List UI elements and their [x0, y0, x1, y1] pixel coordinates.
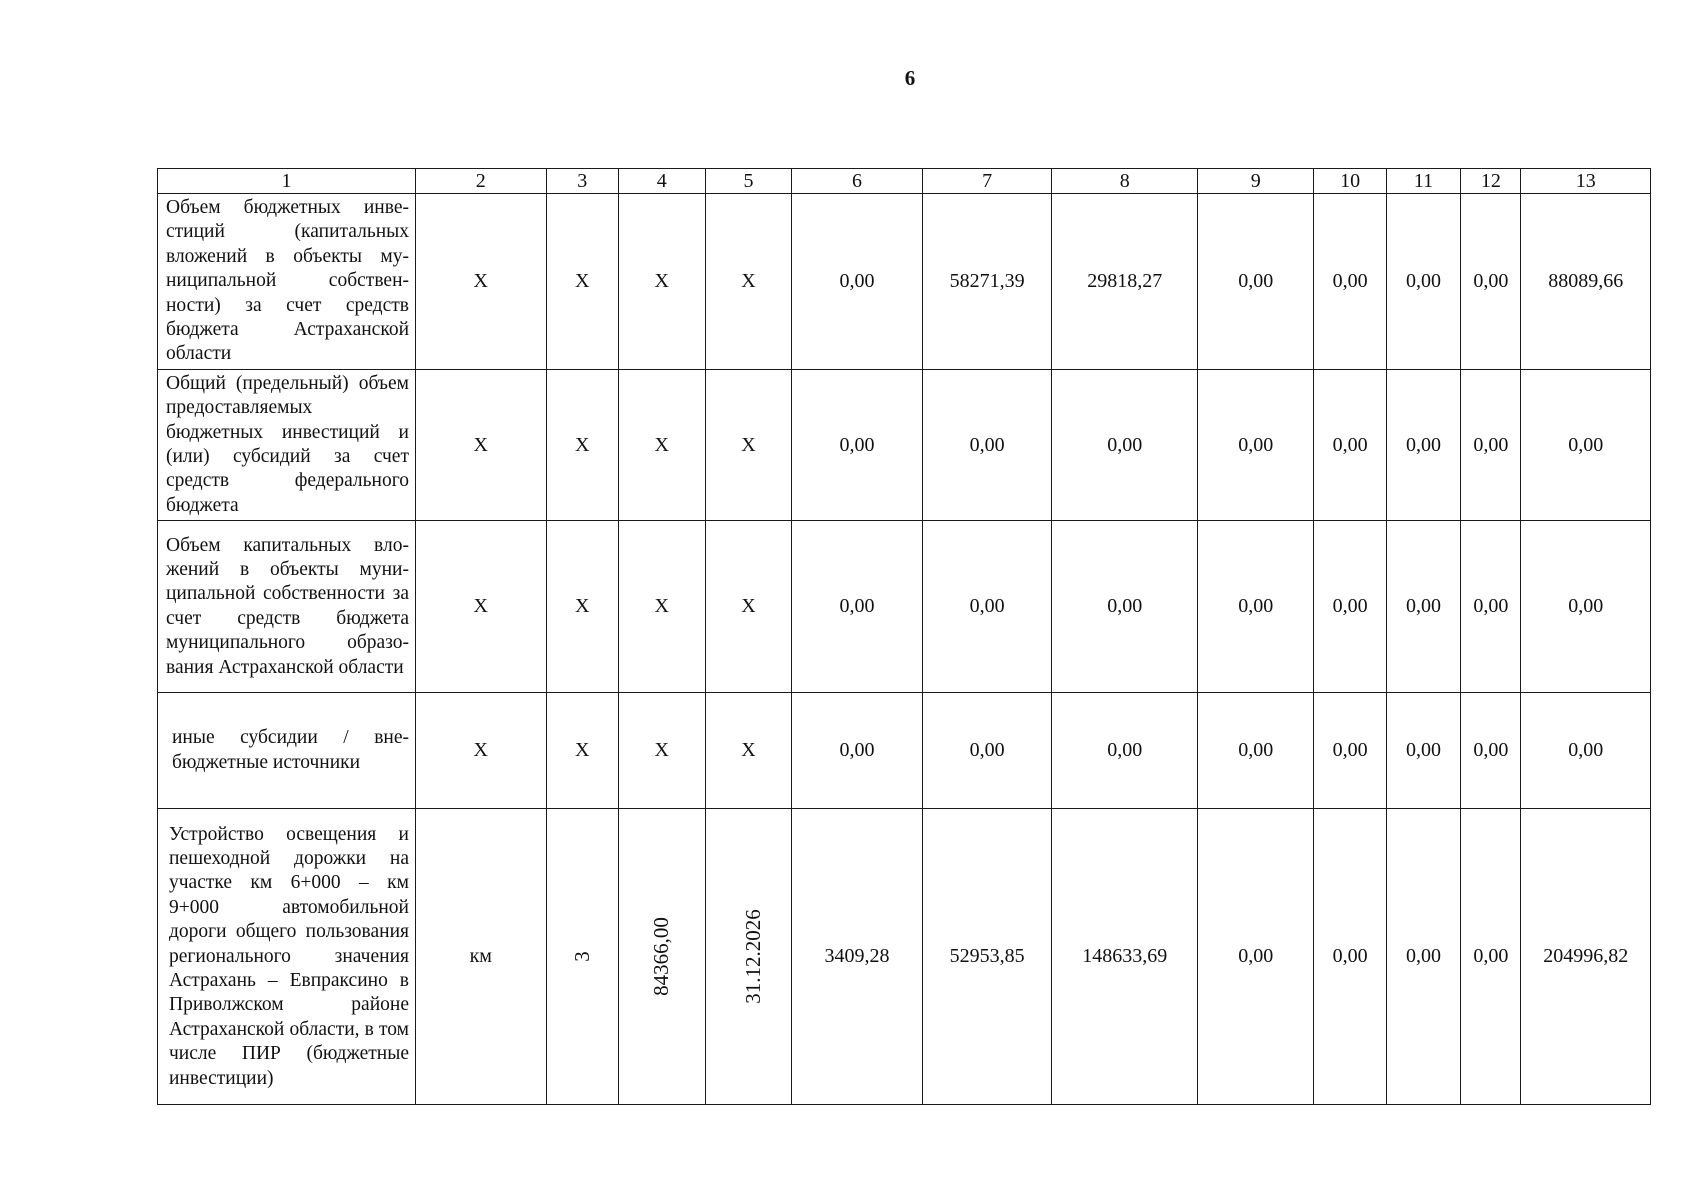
- table-cell: 29818,27: [1052, 194, 1198, 370]
- table-cell: 0,00: [792, 194, 923, 370]
- table-cell: 0,00: [1314, 693, 1386, 809]
- table-cell: [618, 809, 705, 1105]
- table-cell: 0,00: [1052, 693, 1198, 809]
- table-cell: 204996,82: [1521, 809, 1651, 1105]
- table-row: [158, 693, 1651, 809]
- table-cell: 0,00: [1461, 194, 1521, 370]
- table-cell: 0,00: [1461, 369, 1521, 520]
- table-cell: 0,00: [1461, 809, 1521, 1105]
- table-cell: Х: [546, 693, 618, 809]
- table-cell: 0,00: [1198, 693, 1314, 809]
- column-header: 3: [546, 169, 618, 194]
- table-cell: 52953,85: [922, 809, 1052, 1105]
- column-header: 8: [1052, 169, 1198, 194]
- table-cell: 0,00: [1386, 194, 1460, 370]
- table-cell: Х: [705, 521, 792, 693]
- table-cell: 3409,28: [792, 809, 923, 1105]
- table-cell: 0,00: [1521, 521, 1651, 693]
- table-cell: 0,00: [1198, 521, 1314, 693]
- table-cell: Х: [546, 521, 618, 693]
- table-cell: 0,00: [1314, 194, 1386, 370]
- table-cell: Х: [416, 369, 547, 520]
- table-cell: 0,00: [922, 369, 1052, 520]
- table-cell: 0,00: [1052, 369, 1198, 520]
- column-header: 9: [1198, 169, 1314, 194]
- table-cell: 0,00: [922, 693, 1052, 809]
- table-cell: Х: [618, 369, 705, 520]
- table-cell: Х: [416, 194, 547, 370]
- table-cell: Х: [618, 194, 705, 370]
- column-header: 2: [416, 169, 547, 194]
- table-cell: Х: [705, 369, 792, 520]
- column-header: 1: [158, 169, 416, 194]
- row-description: Объем капитальных вложений в объекты муниципальной собственности за счет средств бюджета муниципального образования Астраханской области: [158, 521, 416, 693]
- table-cell: 0,00: [1314, 809, 1386, 1105]
- table-cell: Х: [618, 693, 705, 809]
- row-description: Устройство освещения и пешеходной дорожки на участке км 6+000 – км 9+000 автомобильной дороги общего пользования регионального значения Астрахань – Евпраксино в Приволжском районе Астраханской области, в том числе ПИР (бюджетные инвестиции): [158, 809, 416, 1105]
- row-description: Общий (предельный) объем предоставляемых бюджетных инвестиций и (или) субсидий за счет средств федерального бюджета: [158, 369, 416, 520]
- table-row: [158, 521, 1651, 693]
- table-cell: 0,00: [792, 521, 923, 693]
- rotated-cell-text: 84366,00: [649, 916, 674, 996]
- column-header: 11: [1386, 169, 1460, 194]
- row-description: Объем бюджетных инвестиций (капитальных вложений в объекты муниципальной собственности) за счет средств бюджета Астраханской области: [158, 194, 416, 370]
- table-cell: Х: [416, 693, 547, 809]
- table-row: [158, 809, 1651, 1105]
- table-cell: Х: [546, 194, 618, 370]
- table-row: [158, 194, 1651, 370]
- column-header: 6: [792, 169, 923, 194]
- table-cell: 0,00: [1198, 369, 1314, 520]
- table-cell: [705, 809, 792, 1105]
- table-cell: 0,00: [1386, 369, 1460, 520]
- table-cell: 0,00: [1461, 693, 1521, 809]
- column-header: 10: [1314, 169, 1386, 194]
- table-header-row: [158, 169, 1651, 194]
- table-cell: [546, 809, 618, 1105]
- row-description: иные субсидии / внебюджетные источники: [158, 693, 416, 809]
- page-number: 6: [904, 66, 916, 90]
- table-cell: 0,00: [1052, 521, 1198, 693]
- table-cell: 0,00: [1198, 194, 1314, 370]
- table-cell: 0,00: [1198, 809, 1314, 1105]
- table-cell: 0,00: [1521, 693, 1651, 809]
- table-cell: 0,00: [1386, 809, 1460, 1105]
- table-cell: Х: [705, 693, 792, 809]
- table-cell: 0,00: [1386, 693, 1460, 809]
- budget-investment-table: [157, 168, 1651, 1105]
- table-cell: 0,00: [1386, 521, 1460, 693]
- column-header: 12: [1461, 169, 1521, 194]
- table-cell: км: [416, 809, 547, 1105]
- column-header: 5: [705, 169, 792, 194]
- table-cell: Х: [705, 194, 792, 370]
- table-cell: Х: [618, 521, 705, 693]
- table-cell: 0,00: [922, 521, 1052, 693]
- table-cell: 88089,66: [1521, 194, 1651, 370]
- column-header: 7: [922, 169, 1052, 194]
- table-row: [158, 369, 1651, 520]
- column-header: 4: [618, 169, 705, 194]
- rotated-cell-text: 31.12.2026: [740, 909, 765, 1004]
- table-cell: 148633,69: [1052, 809, 1198, 1105]
- table-cell: 0,00: [1461, 521, 1521, 693]
- table-cell: 0,00: [792, 693, 923, 809]
- table-cell: 0,00: [1314, 369, 1386, 520]
- table-cell: 0,00: [792, 369, 923, 520]
- table-cell: 0,00: [1314, 521, 1386, 693]
- rotated-cell-text: 3: [569, 951, 594, 962]
- table-cell: Х: [416, 521, 547, 693]
- column-header: 13: [1521, 169, 1651, 194]
- table-cell: 58271,39: [922, 194, 1052, 370]
- table-cell: Х: [546, 369, 618, 520]
- table-cell: 0,00: [1521, 369, 1651, 520]
